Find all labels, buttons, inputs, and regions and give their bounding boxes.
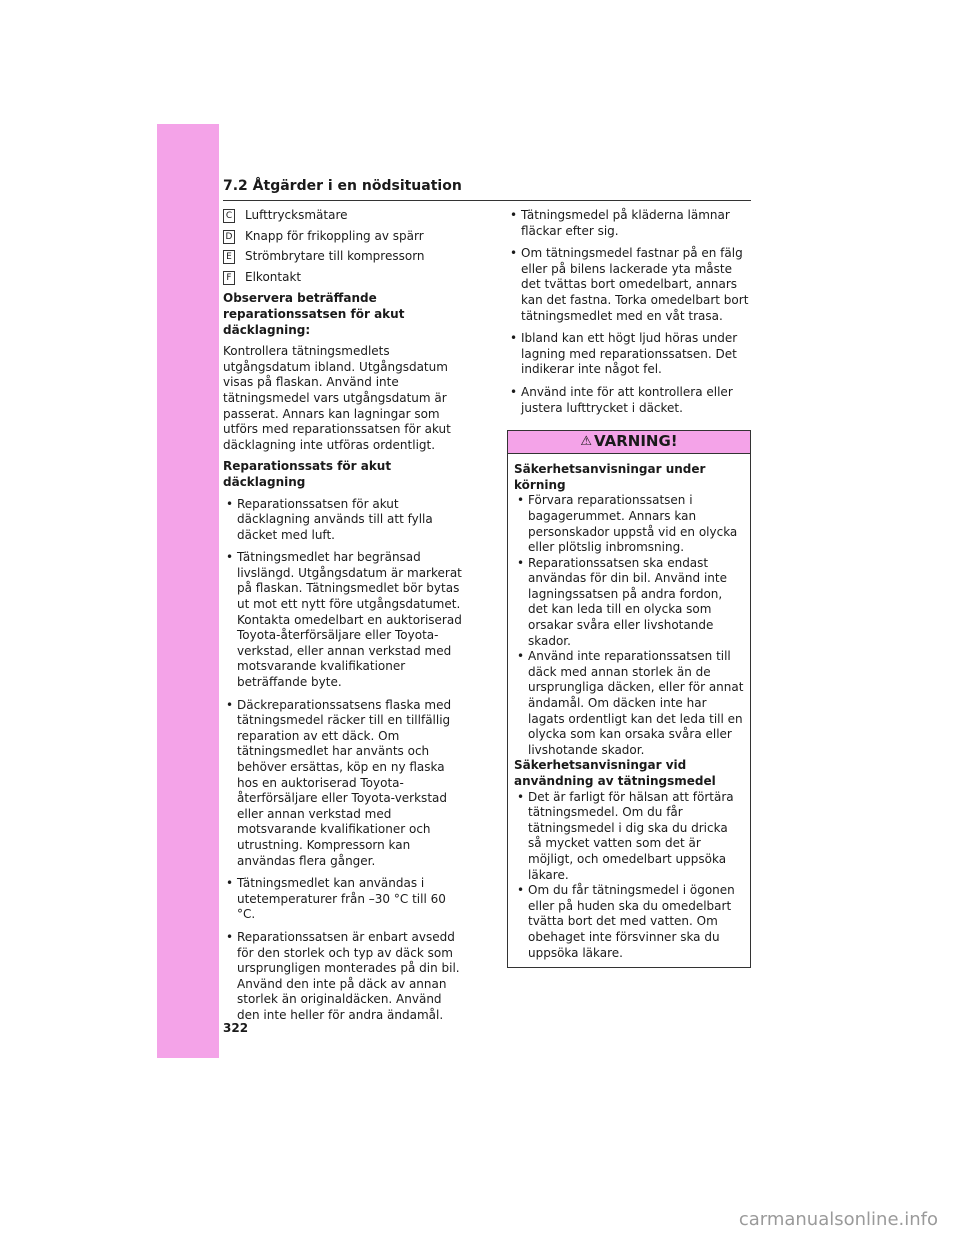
- page-number: 322: [223, 1021, 249, 1035]
- left-column: [223, 208, 467, 1031]
- warning-subheading: Säkerhetsanvisningar vid användning av tätningsmedel: [514, 758, 716, 788]
- right-column: [507, 208, 751, 968]
- list-item: • Reparationssatsen för akut däcklagning används till att fylla däcket med luft.: [223, 497, 467, 544]
- list-item: • Ibland kan ett högt ljud höras under lagning med reparationssatsen. Det indikerar inte något fel.: [507, 331, 751, 378]
- warning-bullet-list: [514, 493, 744, 758]
- legend-text: Knapp för frikoppling av spärr: [245, 228, 424, 243]
- legend-text: Strömbrytare till kompressorn: [245, 249, 425, 264]
- warning-box: [507, 430, 751, 968]
- kit-heading: Reparationssats för akut däcklagning: [223, 459, 392, 489]
- list-item: • Tätningsmedel på kläderna lämnar fläckar efter sig.: [507, 208, 751, 239]
- right-bullet-list: [507, 208, 751, 416]
- observe-text: Kontrollera tätningsmedlets utgångsdatum ibland. Utgångsdatum visas på flaskan. Använd inte tätningsmedel vars utgångsdatum är passerat. Annars kan lagningar som utförs med reparationssatsen för akut däcklagning inte utföras ordentligt.: [223, 344, 451, 452]
- warning-bullet-list: [514, 790, 744, 962]
- section-title: 7.2 Åtgärder i en nödsituation: [223, 178, 751, 201]
- list-item: • Reparationssatsen ska endast användas för din bil. Använd inte lagningssatsen på andra fordon, det kan leda till en olycka som orsakar svåra eller livshotande skador.: [514, 556, 744, 650]
- legend-letter: C: [223, 209, 235, 223]
- list-item: • Tätningsmedlet kan användas i utetemperaturer från –30 °C till 60 °C.: [223, 876, 467, 923]
- legend-letter: D: [223, 230, 235, 244]
- list-item: • Förvara reparationssatsen i bagagerummet. Annars kan personskador uppstå vid en olycka eller plötslig inbromsning.: [514, 493, 744, 555]
- legend-letter: F: [223, 271, 235, 285]
- legend-item-e: [223, 249, 467, 265]
- legend-item-f: [223, 270, 467, 286]
- list-item: • Använd inte reparationssatsen till däck med annan storlek än de ursprungliga däcken, eller för annat ändamål. Om däcken inte har lagats ordentligt kan det leda till en olycka som kan orsaka svåra eller livshotande skador.: [514, 649, 744, 758]
- observe-heading: Observera beträffande reparationssatsen för akut däcklagning:: [223, 291, 405, 337]
- warning-header: [508, 431, 750, 454]
- list-item: • Däckreparationssatsens flaska med tätningsmedel räcker till en tillfällig reparation av ett däck. Om tätningsmedlet har använts och behöver ersättas, köp en ny flaska hos en auktoriserad Toyota-återförsäljare eller Toyota-verkstad eller annan verkstad med motsvarande kvalifikationer och utrustning. Kompressorn kan användas flera gånger.: [223, 698, 467, 870]
- legend-text: Lufttrycksmätare: [245, 208, 348, 222]
- warning-subheading: Säkerhetsanvisningar under körning: [514, 462, 706, 492]
- watermark: carmanualsonline.info: [738, 1209, 938, 1230]
- list-item: • Det är farligt för hälsan att förtära tätningsmedel. Om du får tätningsmedel i dig ska du dricka så mycket vatten som det är möjligt, och omedelbart uppsöka läkare.: [514, 790, 744, 884]
- side-tab-band: [157, 124, 219, 1058]
- legend-letter: E: [223, 250, 235, 264]
- warning-title: VARNING!: [594, 432, 678, 451]
- legend-text: Elkontakt: [245, 269, 302, 284]
- list-item: • Tätningsmedlet har begränsad livslängd. Utgångsdatum är markerat på flaskan. Tätningsmedlet bör bytas ut mot ett nytt före utgångsdatumet. Kontakta omedelbart en auktoriserad Toyota-återförsäljare eller Toyota-verkstad, eller annan verkstad med motsvarande kvalifikationer beträffande byte.: [223, 550, 467, 690]
- list-item: • Använd inte för att kontrollera eller justera lufttrycket i däcket.: [507, 385, 751, 416]
- list-item: • Reparationssatsen är enbart avsedd för den storlek och typ av däck som ursprungligen monterades på din bil. Använd den inte på däck av annan storlek än originaldäcken. Använd den inte heller för andra ändamål.: [223, 930, 467, 1024]
- list-item: • Om du får tätningsmedel i ögonen eller på huden ska du omedelbart tvätta bort det med vatten. Om obehaget inte försvinner ska du uppsöka läkare.: [514, 883, 744, 961]
- warning-triangle-icon: ⚠: [580, 434, 593, 450]
- legend-item-d: [223, 229, 467, 245]
- legend-item-c: [223, 208, 467, 224]
- kit-bullet-list: [223, 497, 467, 1024]
- bottom-tab-band: [157, 1000, 219, 1058]
- list-item: • Om tätningsmedel fastnar på en fälg eller på bilens lackerade yta måste det tvättas bort omedelbart, annars kan det fastna. Torka omedelbart bort tätningsmedlet med en våt trasa.: [507, 246, 751, 324]
